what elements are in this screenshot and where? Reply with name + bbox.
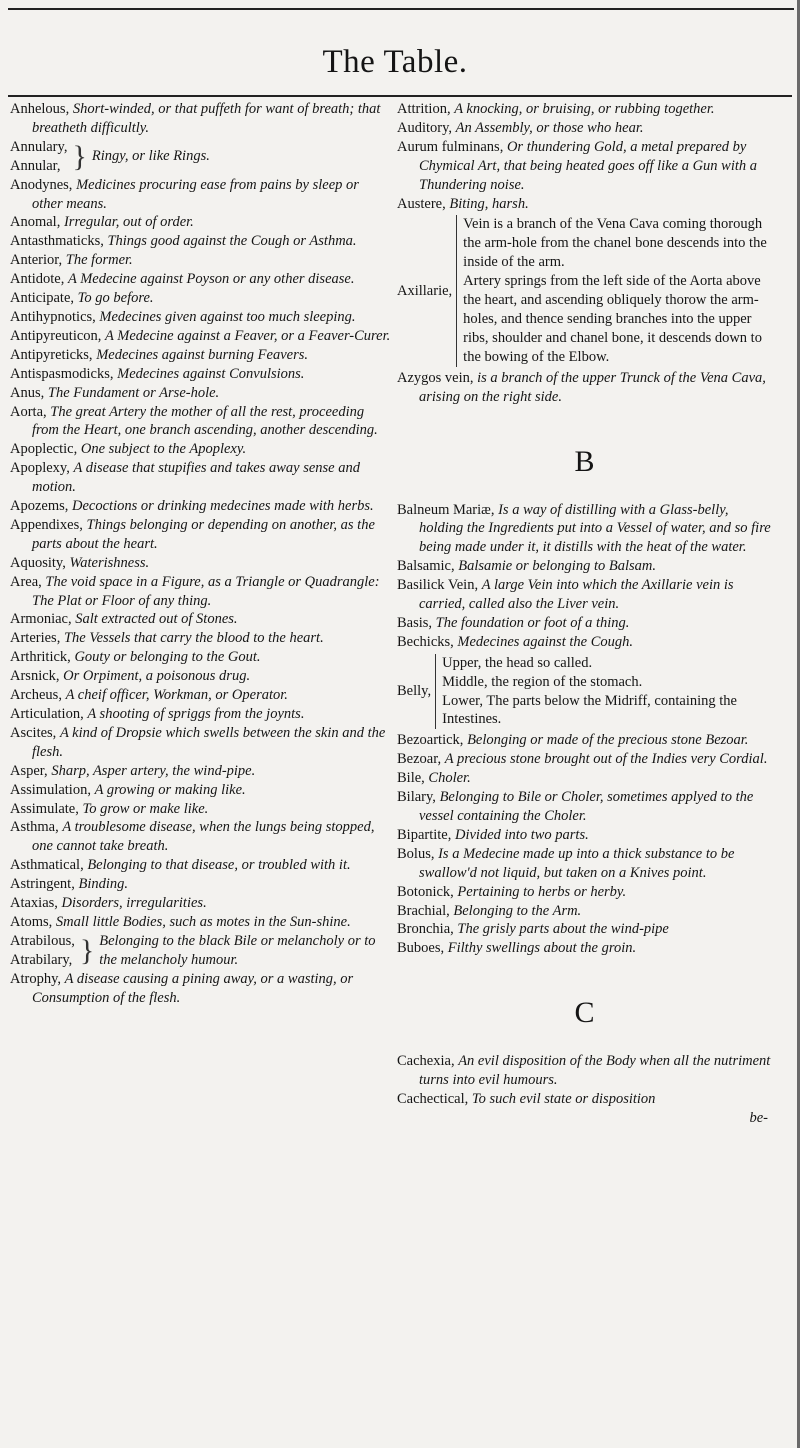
glossary-definition: Things belonging or depending on another, as the parts about the heart. bbox=[32, 516, 375, 552]
b-entries bbox=[397, 501, 772, 652]
glossary-definition: A cheif officer, Workman, or Operator. bbox=[65, 687, 288, 704]
glossary-entry bbox=[10, 440, 393, 459]
glossary-term: Anhelous, bbox=[10, 101, 70, 117]
glossary-term: Bipartite, bbox=[397, 826, 452, 843]
glossary-definition: To go before. bbox=[77, 290, 154, 307]
glossary-entry bbox=[397, 633, 772, 652]
glossary-term: Aquosity, bbox=[10, 554, 66, 571]
axillarie-entry bbox=[397, 215, 772, 366]
glossary-definition: A kind of Dropsie which swells between the skin and the flesh. bbox=[32, 724, 386, 760]
c-entries bbox=[397, 1052, 772, 1109]
glossary-term: Apoplectic, bbox=[10, 441, 78, 458]
title-rule bbox=[8, 95, 792, 97]
glossary-subdefinition: Lower, The parts below the Midriff, containing the Intestines. bbox=[442, 692, 737, 728]
glossary-term: Anterior, bbox=[10, 252, 63, 269]
glossary-entry bbox=[397, 788, 772, 826]
glossary-entry bbox=[10, 724, 393, 762]
glossary-term: Antipyreuticon, bbox=[10, 327, 102, 344]
glossary-definition: A disease that stupifies and takes away sense and motion. bbox=[32, 460, 360, 496]
glossary-definition: Gouty or belonging to the Gout. bbox=[74, 649, 261, 666]
glossary-term: Astringent, bbox=[10, 876, 75, 893]
b-entries-continued bbox=[397, 731, 772, 958]
glossary-entry bbox=[397, 369, 772, 407]
glossary-entry bbox=[397, 195, 772, 214]
glossary-entry bbox=[10, 629, 393, 648]
glossary-definition: Medecines against burning Feavers. bbox=[96, 346, 309, 363]
glossary-definition: Belonging or made of the precious stone Bezoar. bbox=[467, 732, 749, 749]
glossary-definition: Is a way of distilling with a Glass-belly, holding the Ingredients put into a Vessel of water, and so fire being made under it, it distills with the heat of the water. bbox=[419, 501, 771, 556]
glossary-entry bbox=[10, 232, 393, 251]
glossary-definition: A growing or making like. bbox=[94, 781, 246, 798]
glossary-subdefinition: Artery springs from the left side of the Aorta above the heart, and ascending obliquely thorow the arm-holes, and thence sending branches into the upper ribs, shoulder and chanel bone, it descends down to the bowing of the Elbow. bbox=[463, 273, 762, 365]
glossary-definition: Medecines given against too much sleeping. bbox=[99, 308, 356, 325]
glossary-term: Bolus, bbox=[397, 845, 435, 862]
glossary-entry bbox=[10, 648, 393, 667]
glossary-definition: To grow or make like. bbox=[82, 800, 209, 817]
glossary-term: Bechicks, bbox=[397, 633, 454, 650]
glossary-term: Bronchia, bbox=[397, 921, 454, 938]
glossary-definition: Ringy, or like Rings. bbox=[91, 148, 210, 165]
section-letter-b: B bbox=[574, 444, 595, 478]
glossary-term: Cachexia, bbox=[397, 1053, 455, 1070]
glossary-terms bbox=[10, 138, 67, 176]
glossary-entry bbox=[397, 902, 772, 921]
glossary-term: Attrition, bbox=[397, 101, 451, 117]
glossary-term: Atrophy, bbox=[10, 970, 62, 987]
glossary-term: Archeus, bbox=[10, 687, 62, 704]
glossary-entry bbox=[10, 289, 393, 308]
glossary-term: Apoplexy, bbox=[10, 460, 70, 477]
glossary-definition: Waterishness. bbox=[69, 554, 150, 571]
glossary-term: Brachial, bbox=[397, 902, 450, 919]
glossary-definition: Medicines procuring ease from pains by sleep or other means. bbox=[32, 176, 359, 212]
glossary-term: Anus, bbox=[10, 384, 45, 401]
glossary-entry bbox=[10, 516, 393, 554]
glossary-definition: Belonging to the black Bile or melancholy or to the melancholy humour. bbox=[99, 932, 376, 968]
glossary-definition: Salt extracted out of Stones. bbox=[75, 611, 238, 628]
glossary-term: Cachectical, bbox=[397, 1091, 469, 1108]
glossary-term: Aorta, bbox=[10, 403, 47, 420]
glossary-entry bbox=[10, 875, 393, 894]
glossary-entry bbox=[10, 856, 393, 875]
glossary-entry bbox=[10, 686, 393, 705]
glossary-entry bbox=[10, 818, 393, 856]
glossary-term: Appendixes, bbox=[10, 516, 83, 533]
page-title: The Table. bbox=[322, 44, 468, 80]
glossary-entry bbox=[10, 894, 393, 913]
glossary-definition: An Assembly, or those who hear. bbox=[455, 119, 644, 136]
glossary-entry bbox=[10, 781, 393, 800]
glossary-entry bbox=[397, 119, 772, 138]
belly-term: Belly, bbox=[397, 683, 432, 700]
glossary-entry bbox=[10, 270, 393, 289]
glossary-definition: Sharp, Asper artery, the wind-pipe. bbox=[51, 762, 256, 779]
glossary-definition: Small little Bodies, such as motes in the Sun-shine. bbox=[55, 913, 351, 930]
glossary-term: Bezoartick, bbox=[397, 732, 464, 749]
glossary-definition: A troublesome disease, when the lungs being stopped, one cannot take breath. bbox=[32, 819, 375, 855]
brace-mark: } bbox=[72, 139, 87, 173]
glossary-entry bbox=[10, 705, 393, 724]
glossary-entry bbox=[397, 557, 772, 576]
glossary-term: Asthmatical, bbox=[10, 857, 84, 874]
glossary-entry bbox=[10, 213, 393, 232]
glossary-term: Balneum Mariæ, bbox=[397, 501, 495, 518]
glossary-term: Anodynes, bbox=[10, 176, 73, 193]
glossary-entry bbox=[397, 826, 772, 845]
glossary-term: Annulary, bbox=[10, 138, 68, 155]
glossary-definition: A precious stone brought out of the Indies very Cordial. bbox=[444, 751, 768, 768]
glossary-definition: Decoctions or drinking medecines made with herbs. bbox=[72, 498, 374, 515]
glossary-definition: Choler. bbox=[428, 770, 471, 787]
glossary-definition: A disease causing a pining away, or a wasting, or Consumption of the flesh. bbox=[32, 970, 354, 1006]
axillarie-term: Axillarie, bbox=[397, 282, 453, 299]
glossary-term: Basis, bbox=[397, 614, 433, 631]
glossary-entry bbox=[397, 845, 772, 883]
glossary-entry bbox=[10, 251, 393, 270]
glossary-entry bbox=[10, 308, 393, 327]
glossary-entry bbox=[10, 762, 393, 781]
right-column bbox=[397, 100, 772, 1128]
glossary-entry bbox=[10, 800, 393, 819]
belly-parts bbox=[435, 654, 772, 730]
glossary-entry bbox=[10, 346, 393, 365]
axillarie-parts bbox=[456, 215, 772, 366]
glossary-term: Assimulation, bbox=[10, 781, 91, 798]
right-a-entries bbox=[397, 100, 772, 213]
glossary-term: Antispasmodicks, bbox=[10, 365, 114, 382]
glossary-entry bbox=[397, 750, 772, 769]
glossary-definition: Things good against the Cough or Asthma. bbox=[107, 233, 357, 250]
glossary-entry bbox=[397, 501, 772, 558]
glossary-term: Armoniac, bbox=[10, 611, 72, 628]
glossary-terms bbox=[10, 932, 75, 970]
glossary-term: Azygos vein, bbox=[397, 369, 474, 386]
glossary-definition: A Medecine against Poyson or any other disease. bbox=[68, 271, 355, 288]
glossary-entry bbox=[10, 459, 393, 497]
glossary-definition: The foundation or foot of a thing. bbox=[435, 614, 630, 631]
glossary-term: Atrabilous, bbox=[10, 932, 75, 949]
glossary-entry bbox=[397, 1090, 772, 1109]
glossary-definition: A knocking, or bruising, or rubbing together. bbox=[454, 101, 715, 117]
glossary-entry bbox=[397, 769, 772, 788]
brace-mark: } bbox=[79, 933, 95, 967]
glossary-definition: The grisly parts about the wind-pipe bbox=[457, 921, 669, 938]
glossary-definition: Filthy swellings about the groin. bbox=[447, 940, 637, 957]
glossary-term: Anticipate, bbox=[10, 290, 75, 307]
glossary-term: Annular, bbox=[10, 157, 61, 174]
azygos-entries bbox=[397, 369, 772, 407]
glossary-term: Bilary, bbox=[397, 789, 436, 806]
glossary-term: Bezoar, bbox=[397, 751, 442, 768]
catchword: be- bbox=[749, 1109, 768, 1126]
glossary-entry bbox=[397, 883, 772, 902]
glossary-definition: The great Artery the mother of all the rest, proceeding from the Heart, one branch ascending, another descending. bbox=[32, 403, 378, 439]
glossary-entry bbox=[397, 576, 772, 614]
section-letter-c: C bbox=[574, 996, 595, 1030]
glossary-term: Balsamic, bbox=[397, 558, 455, 575]
glossary-entry bbox=[10, 138, 393, 176]
glossary-entry bbox=[397, 100, 772, 119]
glossary-term: Atrabilary, bbox=[10, 951, 73, 968]
glossary-term: Austere, bbox=[397, 195, 446, 212]
glossary-definition: Pertaining to herbs or herby. bbox=[457, 883, 627, 900]
glossary-term: Asthma, bbox=[10, 819, 59, 836]
glossary-entry bbox=[397, 731, 772, 750]
glossary-definition: Irregular, out of order. bbox=[63, 214, 194, 231]
glossary-term: Assimulate, bbox=[10, 800, 79, 817]
glossary-entry bbox=[10, 970, 393, 1008]
glossary-entry bbox=[10, 100, 393, 138]
glossary-term: Arteries, bbox=[10, 630, 61, 647]
glossary-term: Botonick, bbox=[397, 883, 454, 900]
glossary-subdefinition: Middle, the region of the stomach. bbox=[442, 673, 643, 690]
glossary-definition: Belonging to the Arm. bbox=[453, 902, 582, 919]
glossary-entry bbox=[10, 610, 393, 629]
glossary-entry bbox=[10, 327, 393, 346]
glossary-entry bbox=[397, 138, 772, 195]
glossary-term: Ascites, bbox=[10, 724, 57, 741]
glossary-definition: Or Orpiment, a poisonous drug. bbox=[63, 668, 251, 685]
glossary-definition: The Fundament or Arse-hole. bbox=[47, 384, 220, 401]
glossary-term: Asper, bbox=[10, 762, 48, 779]
glossary-term: Bile, bbox=[397, 770, 425, 787]
belly-entry bbox=[397, 654, 772, 730]
glossary-term: Antihypnotics, bbox=[10, 308, 96, 325]
glossary-entry bbox=[10, 573, 393, 611]
glossary-definition: One subject to the Apoplexy. bbox=[80, 441, 247, 458]
glossary-entry bbox=[10, 384, 393, 403]
glossary-entry bbox=[10, 176, 393, 214]
glossary-term: Arsnick, bbox=[10, 668, 60, 685]
glossary-entry bbox=[10, 913, 393, 932]
glossary-definition: Short-winded, or that puffeth for want of breath; that breatheth difficultly. bbox=[32, 101, 381, 136]
glossary-definition: Binding. bbox=[78, 876, 129, 893]
glossary-entry bbox=[10, 932, 393, 970]
glossary-entry bbox=[10, 497, 393, 516]
glossary-term: Basilick Vein, bbox=[397, 577, 479, 594]
glossary-term: Antidote, bbox=[10, 271, 65, 288]
glossary-definition: Medecines against Convulsions. bbox=[117, 365, 305, 382]
glossary-entry bbox=[397, 614, 772, 633]
glossary-definition: A large Vein into which the Axillarie vein is carried, called also the Liver vein. bbox=[419, 577, 734, 613]
glossary-term: Auditory, bbox=[397, 119, 453, 136]
glossary-entry bbox=[10, 554, 393, 573]
glossary-term: Antasthmaticks, bbox=[10, 233, 104, 250]
glossary-subdefinition: Vein is a branch of the Vena Cava coming thorough the arm-hole from the chanel bone descends into the inside of the arm. bbox=[463, 216, 767, 271]
glossary-entry bbox=[10, 365, 393, 384]
glossary-definition: Divided into two parts. bbox=[455, 826, 589, 843]
glossary-definition: Medecines against the Cough. bbox=[457, 633, 633, 650]
glossary-definition: Disorders, irregularities. bbox=[61, 895, 207, 912]
glossary-definition: Is a Medecine made up into a thick substance to be swallow'd not liquid, but taken on a Knives point. bbox=[419, 845, 735, 881]
glossary-subdefinition: Upper, the head so called. bbox=[442, 654, 593, 671]
top-rule bbox=[8, 8, 794, 10]
glossary-entry bbox=[397, 939, 772, 958]
glossary-definition: Balsamie or belonging to Balsam. bbox=[458, 558, 656, 575]
glossary-term: Atoms, bbox=[10, 913, 53, 930]
glossary-entry bbox=[10, 403, 393, 441]
glossary-definition: To such evil state or disposition bbox=[471, 1091, 656, 1108]
glossary-definition: A shooting of spriggs from the joynts. bbox=[87, 706, 305, 722]
glossary-definition: Belonging to that disease, or troubled with it. bbox=[87, 857, 351, 874]
glossary-definition: An evil disposition of the Body when all the nutriment turns into evil humours. bbox=[419, 1053, 771, 1089]
glossary-definition: Biting, harsh. bbox=[449, 195, 529, 212]
glossary-term: Area, bbox=[10, 573, 42, 590]
glossary-entry bbox=[10, 667, 393, 686]
glossary-entry bbox=[397, 1052, 772, 1090]
glossary-term: Aurum fulminans, bbox=[397, 138, 504, 155]
glossary-term: Articulation, bbox=[10, 706, 84, 722]
glossary-definition: The former. bbox=[65, 252, 133, 269]
glossary-definition: The Vessels that carry the blood to the heart. bbox=[63, 630, 324, 647]
left-column bbox=[10, 100, 393, 1008]
glossary-definition: Or thundering Gold, a metal prepared by Chymical Art, that being heated goes off like a Gun with a Thundering noise. bbox=[419, 138, 758, 193]
glossary-term: Anomal, bbox=[10, 214, 61, 231]
glossary-definition: Belonging to Bile or Choler, sometimes applyed to the vessel containing the Choler. bbox=[419, 789, 754, 824]
glossary-term: Antipyreticks, bbox=[10, 346, 93, 363]
glossary-definition: The void space in a Figure, as a Triangle or Quadrangle: The Plat or Floor of any thing. bbox=[32, 573, 380, 609]
glossary-definition: is a branch of the upper Trunck of the Vena Cava, arising on the right side. bbox=[419, 369, 766, 405]
glossary-entry bbox=[397, 920, 772, 939]
glossary-term: Arthritick, bbox=[10, 649, 71, 666]
glossary-definition: A Medecine against a Feaver, or a Feaver-Curer. bbox=[105, 327, 391, 344]
glossary-term: Buboes, bbox=[397, 940, 445, 957]
glossary-term: Ataxias, bbox=[10, 895, 58, 912]
glossary-term: Apozems, bbox=[10, 498, 69, 515]
